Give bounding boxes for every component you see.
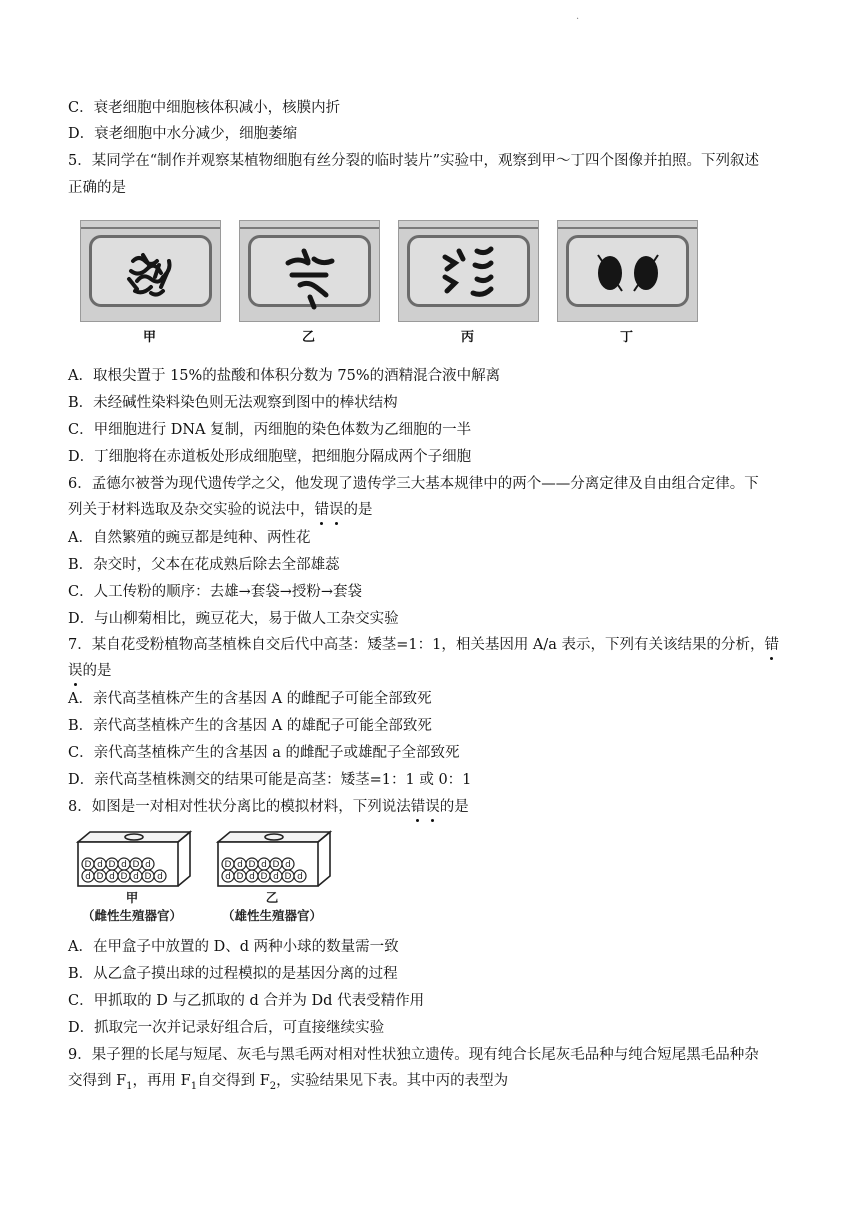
question-8-option-c: C．甲抓取的 D 与乙抓取的 d 合并为 Dd 代表受精作用 (68, 993, 425, 1009)
question-6-stem-line1: 6．孟德尔被誉为现代遗传学之父，他发现了遗传学三大基本规律中的两个——分离定律及自由组合定律。下 (68, 476, 759, 492)
svg-text:D: D (96, 872, 104, 882)
question-5-option-c: C．甲细胞进行 DNA 复制，丙细胞的染色体数为乙细胞的一半 (68, 422, 472, 438)
box-jia-caption: （雌性生殖器官） (81, 908, 182, 923)
svg-text:d: d (297, 872, 303, 882)
svg-text:d: d (249, 872, 255, 882)
question-7-option-b: B．亲代高茎植株产生的含基因 A 的雄配子可能全部致死 (68, 718, 432, 734)
question-9-stem-line2: 交得到 $F_1$，再用 $F_1$自交得到 $F_2$，实验结果见下表。其中丙的表型为 (68, 1073, 509, 1092)
cell-label-bing: 丙 (460, 330, 474, 345)
option-d-aging: D．衰老细胞中水分减少，细胞萎缩 (68, 126, 298, 142)
svg-text:d: d (121, 860, 127, 870)
question-6-option-b: B．杂交时，父本在花成熟后除去全部雄蕊 (68, 557, 340, 573)
question-7-stem-line2: 误的是 (68, 663, 112, 679)
svg-text:D: D (272, 860, 280, 870)
prophase-chromosomes (81, 221, 220, 321)
svg-text:D: D (236, 872, 244, 882)
header-dot: · (576, 14, 580, 25)
cell-label-yi: 乙 (301, 330, 315, 345)
box-yi-caption: （雄性生殖器官） (221, 908, 322, 923)
cell-image-ding (557, 220, 698, 322)
emphasis-char: 错 (410, 799, 426, 815)
question-7-option-a: A．亲代高茎植株产生的含基因 A 的雌配子可能全部致死 (68, 691, 432, 707)
svg-text:D: D (144, 872, 152, 882)
cell-label-jia: 甲 (142, 330, 156, 345)
emphasis-char: 误 (68, 663, 83, 679)
box-jia-drawing (74, 828, 194, 890)
svg-text:D: D (260, 872, 268, 882)
telophase-chromosomes (558, 221, 697, 321)
question-7-option-c: C．亲代高茎植株产生的含基因 a 的雌配子或雄配子全部致死 (68, 745, 460, 761)
cell-image-bing (398, 220, 539, 322)
svg-text:d: d (145, 860, 151, 870)
question-5-option-d: D．丁细胞将在赤道板处形成细胞壁，把细胞分隔成两个子细胞 (68, 449, 472, 465)
cell-image-yi (239, 220, 380, 322)
question-9-stem-line1: 9．果子狸的长尾与短尾、灰毛与黑毛两对相对性状独立遗传。现有纯合长尾灰毛品种与纯合短尾黑毛品种杂 (68, 1047, 759, 1063)
question-8-stem: 8．如图是一对相对性状分离比的模拟材料，下列说法错误的是 (68, 799, 469, 815)
question-5-stem-line2: 正确的是 (68, 180, 126, 196)
svg-text:d: d (97, 860, 103, 870)
svg-text:d: d (285, 860, 291, 870)
svg-text:D: D (224, 860, 232, 870)
question-6-stem-line2: 列关于材料选取及杂交实验的说法中，错误的是 (68, 502, 373, 518)
question-8-option-d: D．抓取完一次并记录好组合后，可直接继续实验 (68, 1020, 385, 1036)
svg-text:d: d (225, 872, 231, 882)
cell-label-ding: 丁 (619, 330, 633, 345)
svg-text:D: D (108, 860, 116, 870)
svg-text:D: D (132, 860, 140, 870)
box-jia-name: 甲 (125, 890, 139, 905)
svg-text:d: d (133, 872, 139, 882)
simulation-boxes-figure (74, 828, 334, 928)
question-6-option-d: D．与山柳菊相比，豌豆花大，易于做人工杂交实验 (68, 611, 399, 627)
emphasis-char: 错 (314, 502, 329, 518)
svg-text:d: d (157, 872, 163, 882)
emphasis-char: 误 (425, 799, 440, 815)
mitosis-cell-figure (80, 220, 696, 346)
question-5-option-a: A．取根尖置于 15%的盐酸和体积分数为 75%的酒精混合液中解离 (68, 368, 501, 384)
emphasis-char: 误 (329, 502, 344, 518)
metaphase-chromosomes (240, 221, 379, 321)
svg-text:D: D (120, 872, 128, 882)
svg-text:D: D (284, 872, 292, 882)
cell-image-jia (80, 220, 221, 322)
svg-text:D: D (84, 860, 92, 870)
question-6-option-a: A．自然繁殖的豌豆都是纯种、两性花 (68, 530, 311, 546)
svg-text:d: d (85, 872, 91, 882)
svg-text:D: D (248, 860, 256, 870)
svg-text:d: d (273, 872, 279, 882)
question-7-option-d: D．亲代高茎植株测交的结果可能是高茎：矮茎=1：1 或 0：1 (68, 772, 472, 788)
question-6-option-c: C．人工传粉的顺序：去雄→套袋→授粉→套袋 (68, 584, 363, 600)
question-5-stem-line1: 5．某同学在“制作并观察某植物细胞有丝分裂的临时装片”实验中，观察到甲～丁四个图像并拍照。下列叙述 (68, 153, 760, 169)
svg-text:d: d (109, 872, 115, 882)
svg-text:d: d (261, 860, 267, 870)
question-7-stem-line1: 7．某自花受粉植物高茎植株自交后代中高茎：矮茎=1：1，相关基因用 A/a 表示，下列有关该结果的分析，错 (68, 637, 780, 653)
option-c-aging: C．衰老细胞中细胞核体积减小，核膜内折 (68, 100, 341, 116)
emphasis-char: 错 (764, 637, 780, 653)
box-yi-name: 乙 (265, 890, 279, 905)
svg-text:d: d (237, 860, 243, 870)
anaphase-chromosomes (399, 221, 538, 321)
box-yi-drawing (214, 828, 334, 890)
question-5-option-b: B．未经碱性染料染色则无法观察到图中的棒状结构 (68, 395, 398, 411)
question-8-option-a: A．在甲盒子中放置的 D、d 两种小球的数量需一致 (68, 939, 399, 955)
question-8-option-b: B．从乙盒子摸出球的过程模拟的是基因分离的过程 (68, 966, 398, 982)
